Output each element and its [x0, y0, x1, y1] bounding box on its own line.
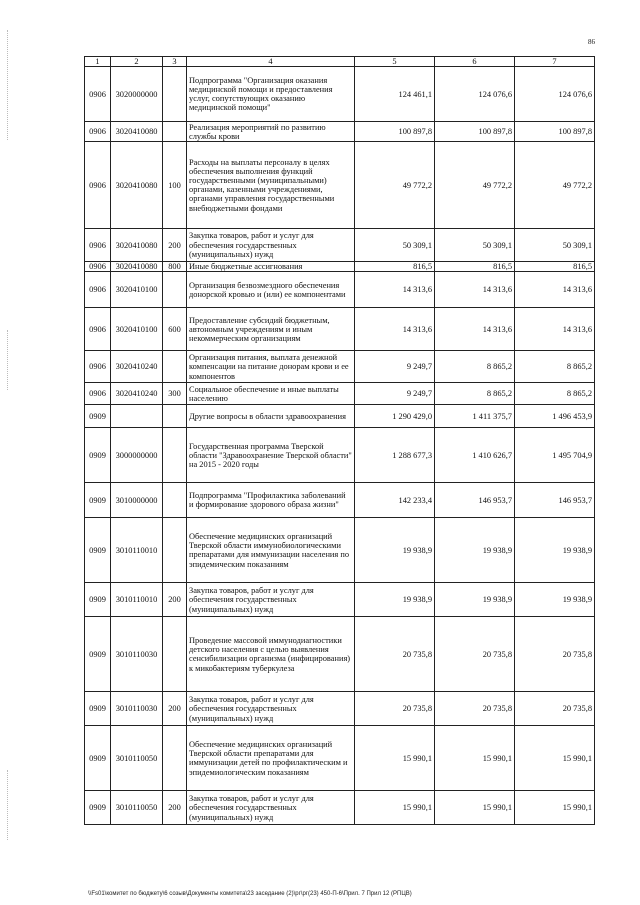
amount-col6: 816,5: [435, 262, 515, 272]
item-name: Организация питания, выплата денежной компенсации на питание донорам крови и ее компонентов: [187, 351, 355, 383]
target-article-code: 3010000000: [111, 483, 163, 518]
target-article-code: 3020410100: [111, 308, 163, 351]
target-article-code: 3010110010: [111, 583, 163, 617]
table-row: [85, 229, 595, 262]
target-article-code: 3020410240: [111, 383, 163, 405]
section-code: 0909: [85, 692, 111, 726]
column-header: 3: [163, 57, 187, 67]
amount-col5: 15 990,1: [355, 791, 435, 825]
expense-type-code: 200: [163, 692, 187, 726]
amount-col5: 14 313,6: [355, 272, 435, 308]
amount-col7: 8 865,2: [515, 383, 595, 405]
table-row: [85, 726, 595, 791]
amount-col7: 15 990,1: [515, 791, 595, 825]
item-name: Закупка товаров, работ и услуг для обеспечения государственных (муниципальных) нужд: [187, 583, 355, 617]
expense-type-code: [163, 483, 187, 518]
target-article-code: [111, 405, 163, 428]
table-row: [85, 405, 595, 428]
amount-col5: 124 461,1: [355, 67, 435, 122]
column-number-row: [85, 57, 595, 67]
target-article-code: 3020000000: [111, 67, 163, 122]
amount-col5: 1 288 677,3: [355, 428, 435, 483]
expense-type-code: 300: [163, 383, 187, 405]
target-article-code: 3020410080: [111, 122, 163, 142]
amount-col6: 15 990,1: [435, 791, 515, 825]
target-article-code: 3020410080: [111, 229, 163, 262]
item-name: Обеспечение медицинских организаций Тверской области иммунобиологическими препаратами для иммунизации населения по эпидемическим показаниям: [187, 518, 355, 583]
amount-col6: 124 076,6: [435, 67, 515, 122]
item-name: Социальное обеспечение и иные выплаты населению: [187, 383, 355, 405]
amount-col6: 49 772,2: [435, 142, 515, 229]
expense-type-code: [163, 726, 187, 791]
table-row: [85, 351, 595, 383]
budget-table: [84, 56, 595, 825]
table-row: [85, 483, 595, 518]
amount-col5: 14 313,6: [355, 308, 435, 351]
amount-col7: 146 953,7: [515, 483, 595, 518]
section-code: 0906: [85, 142, 111, 229]
section-code: 0906: [85, 67, 111, 122]
amount-col7: 14 313,6: [515, 272, 595, 308]
table-row: [85, 383, 595, 405]
table-row: [85, 272, 595, 308]
amount-col7: 19 938,9: [515, 518, 595, 583]
table-body: [85, 67, 595, 825]
item-name: Иные бюджетные ассигнования: [187, 262, 355, 272]
amount-col5: 1 290 429,0: [355, 405, 435, 428]
amount-col5: 100 897,8: [355, 122, 435, 142]
expense-type-code: [163, 518, 187, 583]
amount-col7: 19 938,9: [515, 583, 595, 617]
table-row: [85, 122, 595, 142]
section-code: 0906: [85, 383, 111, 405]
page-number: 86: [588, 38, 595, 46]
amount-col5: 50 309,1: [355, 229, 435, 262]
binding-holes-line: [7, 30, 9, 140]
expense-type-code: 200: [163, 229, 187, 262]
amount-col6: 8 865,2: [435, 383, 515, 405]
section-code: 0906: [85, 351, 111, 383]
section-code: 0909: [85, 405, 111, 428]
table-row: [85, 692, 595, 726]
section-code: 0906: [85, 262, 111, 272]
expense-type-code: [163, 67, 187, 122]
amount-col5: 49 772,2: [355, 142, 435, 229]
amount-col7: 816,5: [515, 262, 595, 272]
target-article-code: 3020410240: [111, 351, 163, 383]
amount-col6: 20 735,8: [435, 617, 515, 692]
amount-col5: 20 735,8: [355, 692, 435, 726]
amount-col6: 50 309,1: [435, 229, 515, 262]
target-article-code: 3010110050: [111, 791, 163, 825]
section-code: 0906: [85, 272, 111, 308]
expense-type-code: [163, 351, 187, 383]
amount-col7: 15 990,1: [515, 726, 595, 791]
amount-col6: 1 410 626,7: [435, 428, 515, 483]
expense-type-code: [163, 617, 187, 692]
table-row: [85, 67, 595, 122]
amount-col6: 100 897,8: [435, 122, 515, 142]
item-name: Организация безвозмездного обеспечения донорской кровью и (или) ее компонентами: [187, 272, 355, 308]
table-row: [85, 791, 595, 825]
file-path-footer: \\Fs01\комитет по бюджету\6 созыв\Документы комитета\23 заседание (2)\рг\рг(23) 450-П-6\Прил. 7 Прил 12 (РПЦВ): [88, 891, 412, 897]
target-article-code: 3010110010: [111, 518, 163, 583]
amount-col6: 1 411 375,7: [435, 405, 515, 428]
section-code: 0906: [85, 122, 111, 142]
amount-col7: 20 735,8: [515, 617, 595, 692]
amount-col5: 816,5: [355, 262, 435, 272]
amount-col6: 14 313,6: [435, 308, 515, 351]
target-article-code: 3020410080: [111, 142, 163, 229]
section-code: 0906: [85, 229, 111, 262]
table-row: [85, 262, 595, 272]
amount-col7: 20 735,8: [515, 692, 595, 726]
amount-col5: 20 735,8: [355, 617, 435, 692]
section-code: 0909: [85, 483, 111, 518]
item-name: Закупка товаров, работ и услуг для обеспечения государственных (муниципальных) нужд: [187, 229, 355, 262]
amount-col7: 8 865,2: [515, 351, 595, 383]
binding-holes-line: [7, 330, 9, 390]
expense-type-code: [163, 405, 187, 428]
target-article-code: 3010110030: [111, 617, 163, 692]
column-header: 4: [187, 57, 355, 67]
section-code: 0906: [85, 308, 111, 351]
expense-type-code: 600: [163, 308, 187, 351]
table-row: [85, 617, 595, 692]
target-article-code: 3020410080: [111, 262, 163, 272]
item-name: Другие вопросы в области здравоохранения: [187, 405, 355, 428]
amount-col5: 15 990,1: [355, 726, 435, 791]
section-code: 0909: [85, 428, 111, 483]
amount-col6: 8 865,2: [435, 351, 515, 383]
column-header: 1: [85, 57, 111, 67]
amount-col6: 20 735,8: [435, 692, 515, 726]
table-row: [85, 518, 595, 583]
amount-col6: 14 313,6: [435, 272, 515, 308]
column-header: 7: [515, 57, 595, 67]
binding-holes-line: [7, 770, 9, 840]
amount-col6: 146 953,7: [435, 483, 515, 518]
expense-type-code: 800: [163, 262, 187, 272]
item-name: Подпрограмма "Профилактика заболеваний и формирование здорового образа жизни": [187, 483, 355, 518]
amount-col7: 100 897,8: [515, 122, 595, 142]
amount-col7: 49 772,2: [515, 142, 595, 229]
expense-type-code: 100: [163, 142, 187, 229]
section-code: 0909: [85, 726, 111, 791]
item-name: Обеспечение медицинских организаций Тверской области препаратами для иммунизации детей по профилактическим и эпидемиологическим показаниям: [187, 726, 355, 791]
amount-col7: 124 076,6: [515, 67, 595, 122]
target-article-code: 3000000000: [111, 428, 163, 483]
target-article-code: 3020410100: [111, 272, 163, 308]
amount-col5: 9 249,7: [355, 383, 435, 405]
amount-col6: 19 938,9: [435, 583, 515, 617]
item-name: Подпрограмма "Организация оказания медицинской помощи и предоставления услуг, сопутствующих оказанию медицинской помощи": [187, 67, 355, 122]
column-header: 6: [435, 57, 515, 67]
target-article-code: 3010110030: [111, 692, 163, 726]
amount-col7: 1 496 453,9: [515, 405, 595, 428]
amount-col5: 9 249,7: [355, 351, 435, 383]
expense-type-code: 200: [163, 791, 187, 825]
amount-col5: 19 938,9: [355, 583, 435, 617]
item-name: Закупка товаров, работ и услуг для обеспечения государственных (муниципальных) нужд: [187, 692, 355, 726]
amount-col5: 142 233,4: [355, 483, 435, 518]
table-row: [85, 428, 595, 483]
table-row: [85, 308, 595, 351]
item-name: Расходы на выплаты персоналу в целях обеспечения выполнения функций государственными (муниципальными) органами, казенными учреждениями, органами управления государственными внебюджетными фондами: [187, 142, 355, 229]
item-name: Закупка товаров, работ и услуг для обеспечения государственных (муниципальных) нужд: [187, 791, 355, 825]
amount-col6: 19 938,9: [435, 518, 515, 583]
target-article-code: 3010110050: [111, 726, 163, 791]
section-code: 0909: [85, 518, 111, 583]
amount-col7: 1 495 704,9: [515, 428, 595, 483]
expense-type-code: 200: [163, 583, 187, 617]
column-header: 5: [355, 57, 435, 67]
expense-type-code: [163, 272, 187, 308]
expense-type-code: [163, 122, 187, 142]
amount-col7: 14 313,6: [515, 308, 595, 351]
section-code: 0909: [85, 617, 111, 692]
section-code: 0909: [85, 583, 111, 617]
item-name: Предоставление субсидий бюджетным, автономным учреждениям и иным некоммерческим организациям: [187, 308, 355, 351]
item-name: Государственная программа Тверской области "Здравоохранение Тверской области" на 2015 - 2020 годы: [187, 428, 355, 483]
amount-col7: 50 309,1: [515, 229, 595, 262]
expense-type-code: [163, 428, 187, 483]
amount-col5: 19 938,9: [355, 518, 435, 583]
table-row: [85, 583, 595, 617]
item-name: Проведение массовой иммунодиагностики детского населения с целью выявления сенсибилизации организма (инфицирования) к микобактериям туберкулеза: [187, 617, 355, 692]
section-code: 0909: [85, 791, 111, 825]
column-header: 2: [111, 57, 163, 67]
table-row: [85, 142, 595, 229]
amount-col6: 15 990,1: [435, 726, 515, 791]
item-name: Реализация мероприятий по развитию службы крови: [187, 122, 355, 142]
